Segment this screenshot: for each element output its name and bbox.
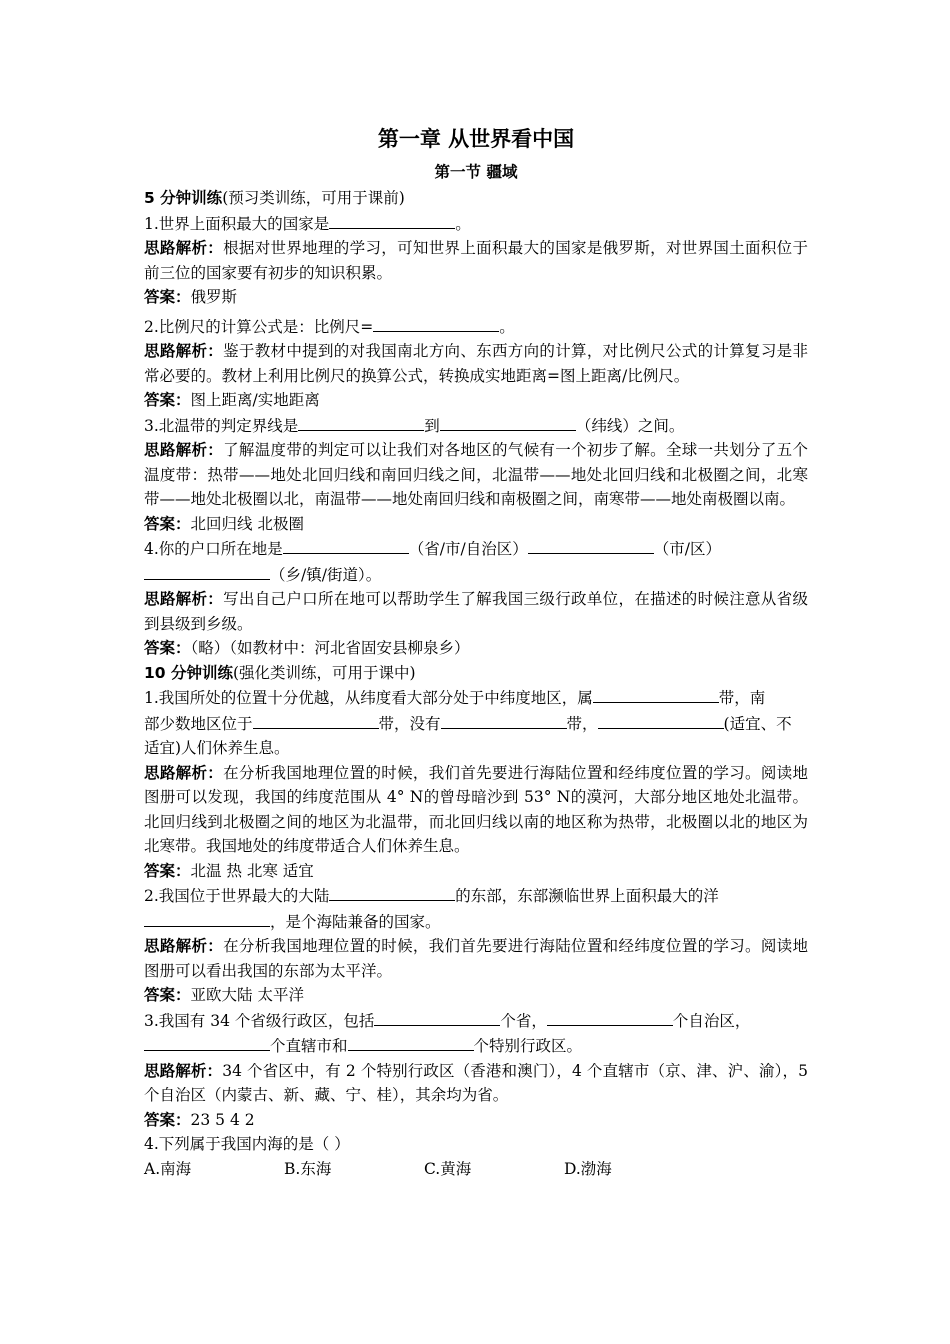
question-text: 3.我国有 34 个省级行政区，包括 bbox=[144, 1011, 375, 1030]
analysis-text: 写出自己户口所在地可以帮助学生了解我国三级行政单位，在描述的时候注意从省级到县级到乡级。 bbox=[144, 590, 808, 633]
answer bbox=[144, 636, 808, 661]
question-text: 2.我国位于世界最大的大陆 bbox=[144, 887, 330, 905]
analysis bbox=[144, 761, 808, 859]
practice-2-cont bbox=[144, 909, 808, 935]
answer-blank bbox=[253, 711, 379, 729]
question-3 bbox=[144, 413, 808, 439]
practice-1-cont2 bbox=[144, 736, 808, 761]
answer-blank bbox=[144, 909, 270, 927]
answer-label: 答案： bbox=[144, 861, 191, 880]
answer-text: （略）（如教材中：河北省固安县柳泉乡） bbox=[190, 639, 470, 657]
question-1 bbox=[144, 211, 808, 237]
answer-blank bbox=[598, 711, 724, 729]
analysis-label: 思路解析： bbox=[144, 441, 224, 459]
analysis-label: 思路解析： bbox=[144, 342, 224, 360]
answer-blank bbox=[298, 413, 424, 431]
analysis-text: 根据对世界地理的学习，可知世界上面积最大的国家是俄罗斯，对世界国土面积位于前三位的国家要有初步的知识积累。 bbox=[144, 239, 808, 282]
answer-blank bbox=[329, 883, 455, 901]
answer-blank bbox=[374, 1008, 500, 1026]
analysis-text: 了解温度带的判定可以让我们对各地区的气候有一个初步了解。全球一共划分了五个温度带：热带——地处北回归线和南回归线之间，北温带——地处北回归线和北极圈之间，北寒带——地处北极圈以北，南温带——地处南回归线和南极圈之间，南寒带——地处南极圈以南。 bbox=[144, 441, 808, 508]
question-text: 到 bbox=[424, 416, 440, 435]
answer-blank bbox=[547, 1008, 673, 1026]
answer-blank bbox=[283, 536, 409, 554]
analysis bbox=[144, 1059, 808, 1108]
question-text: 个省， bbox=[500, 1011, 547, 1030]
answer-text: 北温 热 北寒 适宜 bbox=[190, 861, 314, 880]
options bbox=[144, 1157, 808, 1182]
analysis-label: 思路解析： bbox=[144, 239, 224, 257]
analysis-text: 在分析我国地理位置的时候，我们首先要进行海陆位置和经纬度位置的学习。阅读地图册可以发现，我国的纬度范围从 4° N的曾母暗沙到 53° N的漠河，大部分地区地处北温带。北回归线到北极圈之间的地区为北温带，而北回归线以南的地区称为热带，北极圈以北的地区为北寒带。我国地处的纬度带适合人们休养生息。 bbox=[144, 763, 808, 855]
answer-label: 答案： bbox=[144, 514, 191, 533]
answer bbox=[144, 388, 808, 413]
question-text: 。 bbox=[455, 214, 471, 233]
answer-label: 答案： bbox=[144, 288, 191, 306]
analysis bbox=[144, 587, 808, 636]
question-text: 。 bbox=[499, 317, 515, 336]
question-text: 带，没有 bbox=[378, 714, 441, 733]
answer-blank bbox=[440, 413, 576, 431]
answer-label: 答案： bbox=[144, 1110, 191, 1129]
answer-label: 答案： bbox=[144, 986, 191, 1004]
question-text: （省/市/自治区） bbox=[408, 540, 528, 558]
section-note: (预习类训练，可用于课前) bbox=[222, 189, 405, 207]
practice-2 bbox=[144, 883, 808, 909]
question-text: 2.比例尺的计算公式是：比例尺= bbox=[144, 317, 374, 336]
analysis-label: 思路解析： bbox=[144, 590, 224, 608]
answer-blank bbox=[528, 536, 654, 554]
section-title: 第一节 疆域 bbox=[434, 163, 518, 181]
answer-text: 亚欧大陆 太平洋 bbox=[190, 986, 304, 1004]
practice-1-cont bbox=[144, 711, 808, 737]
question-4 bbox=[144, 536, 808, 562]
analysis-text: 在分析我国地理位置的时候，我们首先要进行海陆位置和经纬度位置的学习。阅读地图册可以看出我国的东部为太平洋。 bbox=[144, 937, 808, 980]
question-text: 3.北温带的判定界线是 bbox=[144, 416, 299, 435]
answer-label: 答案： bbox=[144, 391, 191, 409]
document-page bbox=[144, 124, 808, 1181]
option-c: C.黄海 bbox=[424, 1159, 472, 1178]
option-b: B.东海 bbox=[284, 1159, 332, 1178]
practice-4 bbox=[144, 1132, 808, 1157]
practice-1 bbox=[144, 685, 808, 711]
analysis-label: 思路解析： bbox=[144, 937, 224, 955]
question-text: （纬线）之间。 bbox=[575, 416, 685, 435]
section-head: 10 分钟训练 bbox=[144, 663, 233, 682]
analysis-text: 鉴于教材中提到的对我国南北方向、东西方向的计算，对比例尺公式的计算复习是非常必要的。教材上利用比例尺的换算公式，转换成实地距离=图上距离/比例尺。 bbox=[144, 342, 808, 385]
answer-blank bbox=[348, 1033, 474, 1051]
analysis-label: 思路解析： bbox=[144, 763, 224, 782]
answer-blank bbox=[144, 1033, 270, 1051]
question-text: 4.你的户口所在地是 bbox=[144, 540, 283, 558]
question-text: 1.我国所处的位置十分优越，从纬度看大部分处于中纬度地区，属 bbox=[144, 689, 593, 707]
analysis-label: 思路解析： bbox=[144, 1061, 223, 1080]
answer bbox=[144, 859, 808, 884]
question-text: 部少数地区位于 bbox=[144, 714, 253, 733]
answer-text: 北回归线 北极圈 bbox=[190, 514, 304, 533]
answer bbox=[144, 285, 808, 310]
analysis bbox=[144, 236, 808, 285]
analysis bbox=[144, 339, 808, 388]
answer-blank bbox=[329, 211, 455, 229]
question-text: 个直辖市和 bbox=[270, 1037, 348, 1055]
question-text: 个特别行政区。 bbox=[473, 1037, 583, 1055]
question-text: 带， bbox=[566, 714, 598, 733]
answer-blank bbox=[144, 562, 270, 580]
question-text: (适宜、不 bbox=[723, 714, 792, 733]
answer-blank bbox=[373, 314, 499, 332]
question-text: 的东部，东部濒临世界上面积最大的洋 bbox=[455, 887, 719, 905]
answer-blank bbox=[441, 711, 567, 729]
question-text: 个自治区， bbox=[672, 1011, 751, 1030]
analysis bbox=[144, 934, 808, 983]
practice-3-cont bbox=[144, 1033, 808, 1059]
option-a: A.南海 bbox=[144, 1159, 192, 1178]
analysis bbox=[144, 438, 808, 512]
section-header-5min bbox=[144, 186, 808, 211]
answer bbox=[144, 512, 808, 537]
question-text: （市/区） bbox=[653, 540, 721, 558]
chapter-title: 第一章 从世界看中国 bbox=[377, 127, 575, 151]
section-note: (强化类训练，可用于课中) bbox=[232, 663, 416, 682]
question-4-cont bbox=[144, 562, 808, 588]
section-header-10min bbox=[144, 661, 808, 686]
question-text: （乡/镇/街道）。 bbox=[270, 565, 382, 584]
question-2 bbox=[144, 314, 808, 340]
question-text: 4.下列属于我国内海的是（ ） bbox=[144, 1135, 350, 1153]
answer-blank bbox=[593, 685, 719, 703]
answer-text: 图上距离/实地距离 bbox=[190, 391, 320, 409]
question-text: ，是个海陆兼备的国家。 bbox=[270, 912, 441, 931]
question-text: 适宜)人们休养生息。 bbox=[144, 739, 290, 757]
answer-label: 答案： bbox=[144, 639, 191, 657]
section-head: 5 分钟训练 bbox=[144, 189, 223, 207]
answer bbox=[144, 1108, 808, 1133]
practice-3 bbox=[144, 1008, 808, 1034]
answer-text: 俄罗斯 bbox=[190, 288, 238, 306]
question-text: 带，南 bbox=[718, 689, 766, 707]
answer bbox=[144, 983, 808, 1008]
option-d: D.渤海 bbox=[564, 1159, 612, 1178]
answer-text: 23 5 4 2 bbox=[190, 1110, 255, 1129]
analysis-text: 34 个省区中，有 2 个特别行政区（香港和澳门），4 个直辖市（京、津、沪、渝），5 个自治区（内蒙古、新、藏、宁、桂），其余均为省。 bbox=[144, 1061, 808, 1104]
question-text: 1.世界上面积最大的国家是 bbox=[144, 214, 330, 233]
